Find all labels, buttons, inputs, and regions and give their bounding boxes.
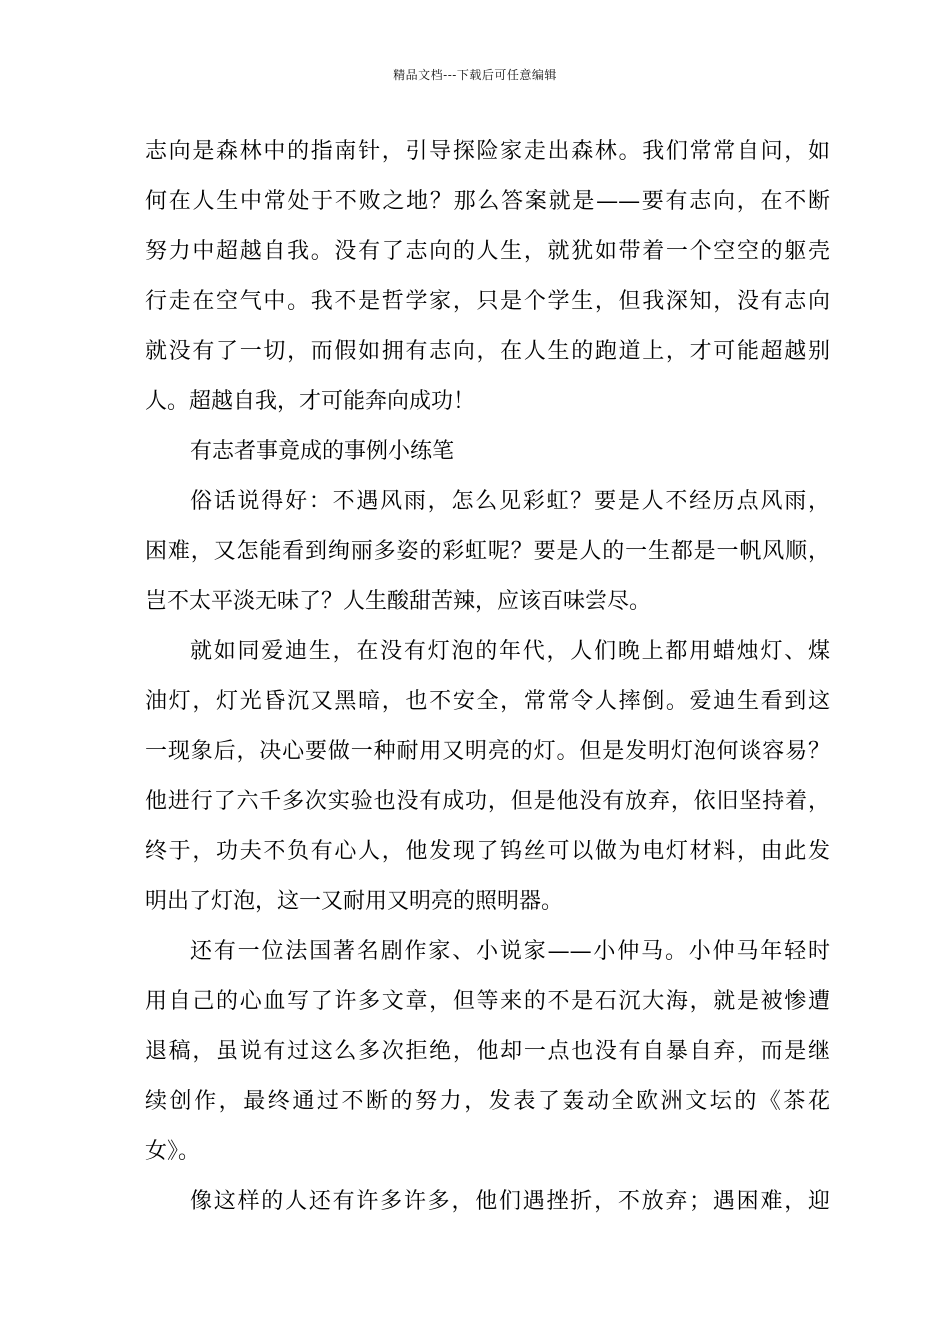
text-line: 行走在空气中。我不是哲学家，只是个学生，但我深知，没有志向 (145, 289, 830, 314)
text-line: 何在人生中常处于不败之地？那么答案就是——要有志向，在不断 (145, 189, 830, 214)
text-line: 像这样的人还有许多许多，他们遇挫折，不放弃；遇困难，迎 (190, 1189, 830, 1214)
text-line: 困难，又怎能看到绚丽多姿的彩虹呢？要是人的一生都是一帆风顺， (145, 539, 830, 564)
text-line: 退稿，虽说有过这么多次拒绝，他却一点也没有自暴自弃，而是继 (145, 1039, 830, 1064)
text-line: 还有一位法国著名剧作家、小说家——小仲马。小仲马年轻时 (190, 939, 830, 964)
text-line: 就没有了一切，而假如拥有志向，在人生的跑道上，才可能超越别 (145, 339, 830, 364)
text-line: 岂不太平淡无味了？人生酸甜苦辣，应该百味尝尽。 (145, 589, 652, 614)
text-line: 女》。 (145, 1139, 201, 1164)
text-line: 续创作，最终通过不断的努力，发表了轰动全欧洲文坛的《茶花 (145, 1089, 830, 1114)
text-line: 用自己的心血写了许多文章，但等来的不是石沉大海，就是被惨遭 (145, 989, 830, 1014)
text-line: 一现象后，决心要做一种耐用又明亮的灯。但是发明灯泡何谈容易？ (145, 739, 830, 764)
text-line: 有志者事竟成的事例小练笔 (190, 439, 455, 464)
document-body (145, 131, 830, 1231)
text-line: 他进行了六千多次实验也没有成功，但是他没有放弃，依旧坚持着， (145, 789, 830, 814)
text-line: 油灯，灯光昏沉又黑暗，也不安全，常常令人摔倒。爱迪生看到这 (145, 689, 830, 714)
text-line: 就如同爱迪生，在没有灯泡的年代，人们晚上都用蜡烛灯、煤 (190, 639, 830, 664)
text-line: 人。超越自我，才可能奔向成功！ (145, 389, 476, 414)
text-line: 志向是森林中的指南针，引导探险家走出森林。我们常常自问，如 (145, 139, 830, 164)
text-line: 努力中超越自我。没有了志向的人生，就犹如带着一个空空的躯壳 (145, 239, 830, 264)
text-line: 明出了灯泡，这一又耐用又明亮的照明器。 (145, 889, 564, 914)
page-header: 精品文档---下载后可任意编辑 (393, 68, 557, 82)
text-line: 俗话说得好：不遇风雨，怎么见彩虹？要是人不经历点风雨， (190, 489, 830, 514)
text-line: 终于，功夫不负有心人，他发现了钨丝可以做为电灯材料，由此发 (145, 839, 830, 864)
